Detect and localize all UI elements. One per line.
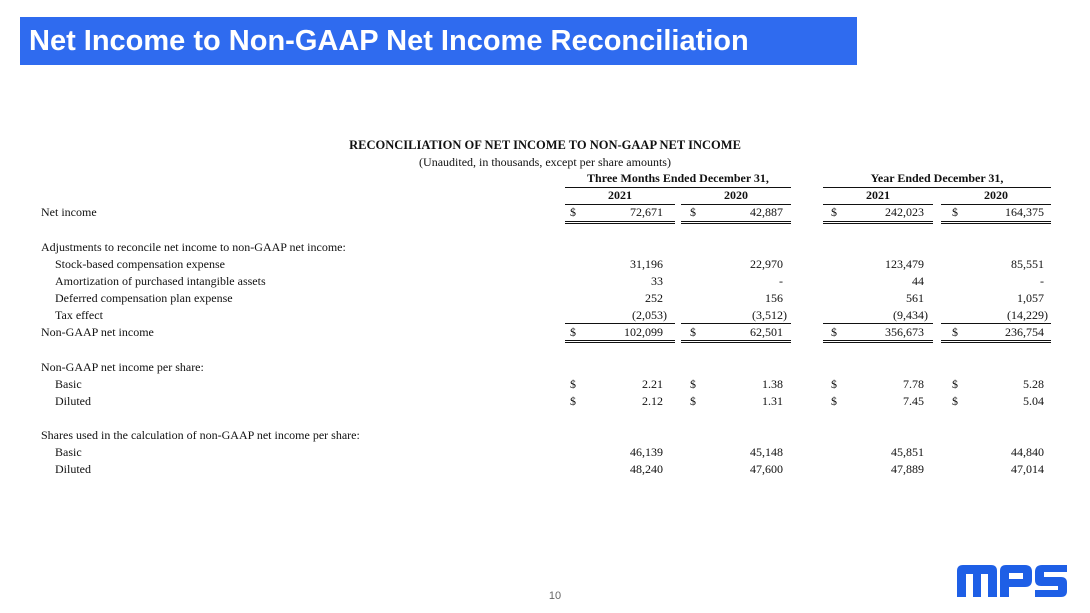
currency-symbol: $ [952, 394, 958, 408]
table-row-shares-diluted [0, 461, 1090, 478]
currency-symbol: $ [690, 377, 696, 391]
cell-value: 22,970 [750, 257, 783, 271]
table-row-section-heading [0, 359, 1090, 376]
currency-symbol: $ [570, 377, 576, 391]
cell-value: 156 [765, 291, 783, 305]
mps-logo [955, 563, 1069, 599]
cell-value: (3,512) [752, 308, 787, 322]
table-subtitle: (Unaudited, in thousands, except per share amounts) [419, 155, 671, 169]
table-row-shares-basic [0, 444, 1090, 461]
cell-value: 7.45 [903, 394, 924, 408]
row-label: Diluted [55, 462, 91, 476]
currency-symbol: $ [570, 325, 576, 339]
double-underline [681, 340, 791, 343]
double-underline [823, 340, 933, 343]
row-label: Non-GAAP net income [41, 325, 154, 339]
year-header-q-2021: 2021 [565, 188, 675, 205]
row-label: Adjustments to reconcile net income to non-GAAP net income: [41, 240, 346, 254]
table-row-non-gaap-net-income [0, 324, 1090, 341]
year-header-y-2020: 2020 [941, 188, 1051, 205]
row-label: Amortization of purchased intangible assets [55, 274, 266, 288]
table-row-net-income [0, 204, 1090, 221]
cell-value: (2,053) [632, 308, 667, 322]
cell-value: 123,479 [885, 257, 924, 271]
row-label: Basic [55, 445, 82, 459]
cell-value: 242,023 [885, 205, 924, 219]
cell-value: 44 [912, 274, 924, 288]
cell-value: 102,099 [624, 325, 663, 339]
table-row-deferred-compensation [0, 290, 1090, 307]
row-label: Net income [41, 205, 97, 219]
cell-value: 85,551 [1011, 257, 1044, 271]
row-label: Deferred compensation plan expense [55, 291, 233, 305]
row-label: Tax effect [55, 308, 103, 322]
table-row-stock-based-compensation [0, 256, 1090, 273]
cell-value: 1.31 [762, 394, 783, 408]
cell-value: 2.21 [642, 377, 663, 391]
cell-value: 5.04 [1023, 394, 1044, 408]
currency-symbol: $ [952, 205, 958, 219]
cell-value: 47,600 [750, 462, 783, 476]
currency-symbol: $ [690, 325, 696, 339]
double-underline [565, 340, 675, 343]
row-label: Non-GAAP net income per share: [41, 360, 204, 374]
cell-value: 561 [906, 291, 924, 305]
cell-value: 7.78 [903, 377, 924, 391]
cell-value: - [779, 274, 783, 288]
cell-value: - [1040, 274, 1044, 288]
cell-value: 252 [645, 291, 663, 305]
currency-symbol: $ [570, 205, 576, 219]
table-row-eps-diluted [0, 393, 1090, 410]
currency-symbol: $ [952, 325, 958, 339]
table-row-amortization [0, 273, 1090, 290]
cell-value: 164,375 [1005, 205, 1044, 219]
row-label: Shares used in the calculation of non-GAAP net income per share: [41, 428, 360, 442]
cell-value: 1,057 [1017, 291, 1044, 305]
year-header-q-2020: 2020 [681, 188, 791, 205]
cell-value: 2.12 [642, 394, 663, 408]
cell-value: 45,851 [891, 445, 924, 459]
period-header-year: Year Ended December 31, [823, 171, 1051, 188]
currency-symbol: $ [690, 394, 696, 408]
currency-symbol: $ [831, 205, 837, 219]
cell-value: 356,673 [885, 325, 924, 339]
cell-value: 47,014 [1011, 462, 1044, 476]
row-label: Stock-based compensation expense [55, 257, 225, 271]
cell-value: 44,840 [1011, 445, 1044, 459]
cell-value: 31,196 [630, 257, 663, 271]
double-underline [941, 221, 1051, 224]
cell-value: 72,671 [630, 205, 663, 219]
double-underline [823, 221, 933, 224]
table-row-section-heading [0, 427, 1090, 444]
table-row-section-heading [0, 239, 1090, 256]
currency-symbol: $ [831, 394, 837, 408]
year-header-y-2021: 2021 [823, 188, 933, 205]
double-underline [681, 221, 791, 224]
mps-logo-mark [957, 565, 1067, 597]
row-label: Diluted [55, 394, 91, 408]
double-underline [941, 340, 1051, 343]
currency-symbol: $ [690, 205, 696, 219]
cell-value: 5.28 [1023, 377, 1044, 391]
cell-value: 48,240 [630, 462, 663, 476]
slide-title: Net Income to Non-GAAP Net Income Reconciliation [29, 25, 749, 57]
currency-symbol: $ [570, 394, 576, 408]
cell-value: 42,887 [750, 205, 783, 219]
currency-symbol: $ [831, 325, 837, 339]
cell-value: 33 [651, 274, 663, 288]
cell-value: 62,501 [750, 325, 783, 339]
cell-value: 45,148 [750, 445, 783, 459]
cell-value: 47,889 [891, 462, 924, 476]
cell-value: 1.38 [762, 377, 783, 391]
table-row-tax-effect [0, 307, 1090, 324]
cell-value: 46,139 [630, 445, 663, 459]
page-number: 10 [548, 590, 562, 602]
double-underline [565, 221, 675, 224]
period-header-three-months: Three Months Ended December 31, [565, 171, 791, 188]
title-bar [20, 17, 857, 65]
cell-value: (14,229) [1007, 308, 1048, 322]
cell-value: 236,754 [1005, 325, 1044, 339]
cell-value: (9,434) [893, 308, 928, 322]
table-row-eps-basic [0, 376, 1090, 393]
currency-symbol: $ [952, 377, 958, 391]
row-label: Basic [55, 377, 82, 391]
currency-symbol: $ [831, 377, 837, 391]
table-title: RECONCILIATION OF NET INCOME TO NON-GAAP NET INCOME [349, 138, 741, 152]
